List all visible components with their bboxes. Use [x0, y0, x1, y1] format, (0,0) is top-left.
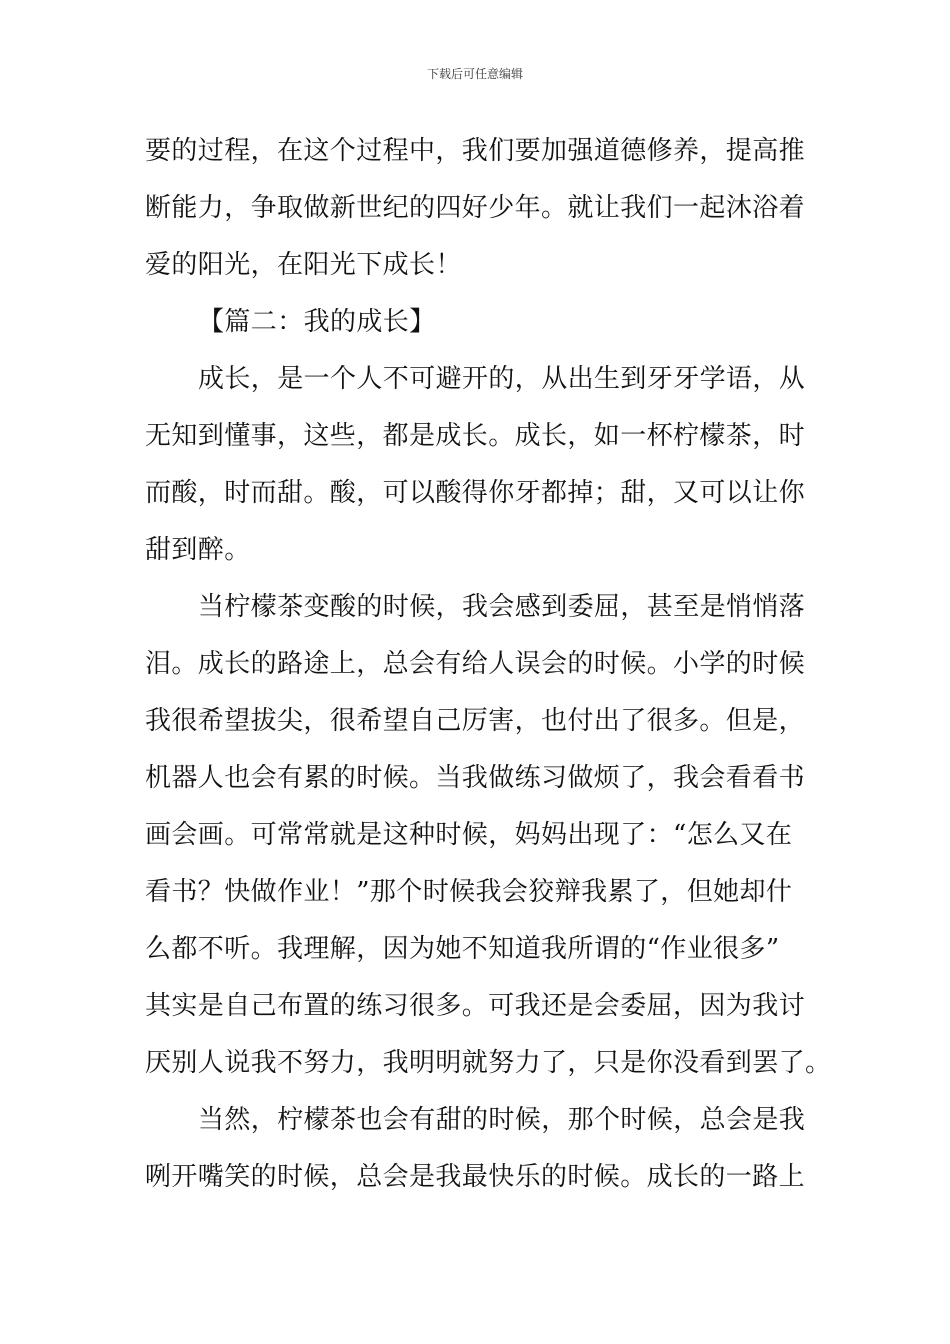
text-line: 而酸，时而甜。酸，可以酸得你牙都掉；甜，又可以让你 — [145, 478, 806, 508]
text-line: 其实是自己布置的练习很多。可我还是会委屈，因为我讨 — [145, 991, 806, 1021]
text-line: 泪。成长的路途上，总会有给人误会的时候。小学的时候 — [145, 649, 806, 679]
page-header: 下载后可任意编辑 — [426, 67, 523, 81]
text-line: 当柠檬茶变酸的时候，我会感到委屈，甚至是悄悄落 — [198, 592, 806, 622]
text-line: 咧开嘴笑的时候，总会是我最快乐的时候。成长的一路上 — [145, 1162, 806, 1192]
text-line: 当然，柠檬茶也会有甜的时候，那个时候，总会是我 — [198, 1105, 806, 1135]
text-line: 断能力，争取做新世纪的四好少年。就让我们一起沐浴着 — [145, 193, 806, 223]
text-line: 无知到懂事，这些，都是成长。成长，如一杯柠檬茶，时 — [145, 421, 806, 451]
text-line: 甜到醉。 — [145, 535, 251, 565]
text-line: 机器人也会有累的时候。当我做练习做烦了，我会看看书 — [145, 763, 806, 793]
text-line: 成长，是一个人不可避开的，从出生到牙牙学语，从 — [198, 364, 806, 394]
text-line: 我很希望拔尖，很希望自己厉害，也付出了很多。但是， — [145, 706, 806, 736]
text-line: 要的过程，在这个过程中，我们要加强道德修养，提高推 — [145, 136, 806, 166]
section-heading: 【篇二：我的成长】 — [198, 307, 436, 337]
text-line: 看书？快做作业！”那个时候我会狡辩我累了，但她却什 — [145, 877, 793, 907]
text-line: 么都不听。我理解，因为她不知道我所谓的“作业很多” — [145, 934, 780, 964]
text-line: 爱的阳光，在阳光下成长！ — [145, 250, 462, 280]
text-line: 厌别人说我不努力，我明明就努力了，只是你没看到罢了。 — [145, 1048, 832, 1078]
text-line: 画会画。可常常就是这种时候，妈妈出现了：“怎么又在 — [145, 820, 793, 850]
